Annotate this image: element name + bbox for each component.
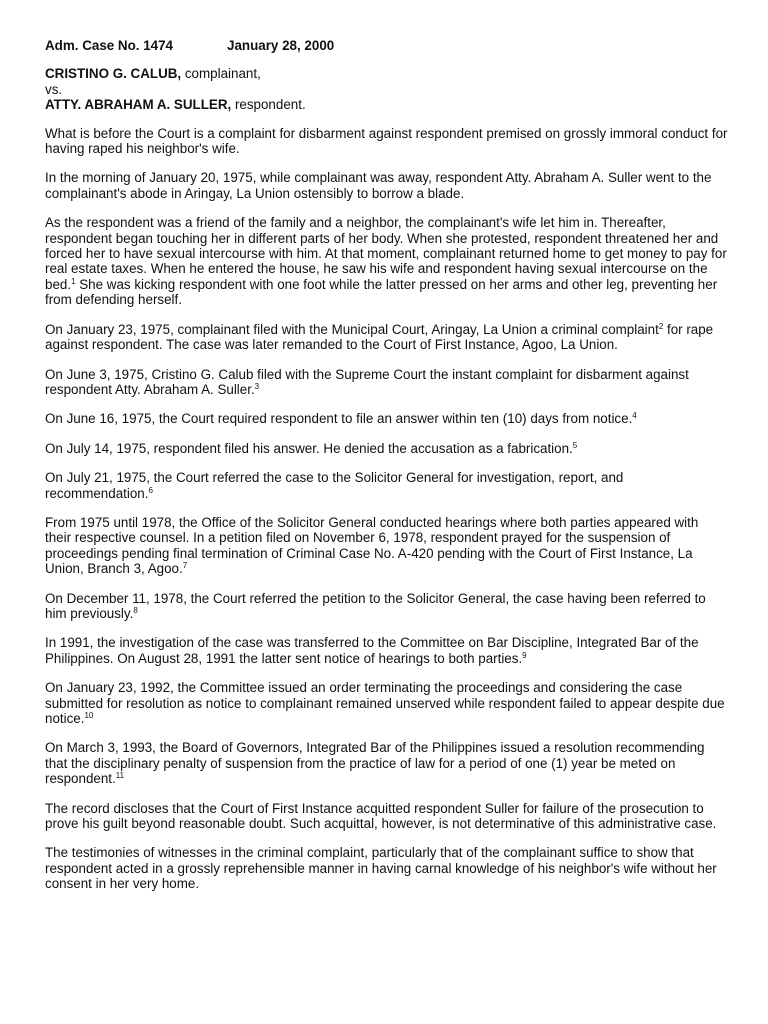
footnote-ref: 10 <box>84 711 94 720</box>
complainant-line <box>45 66 728 81</box>
complainant-name: CRISTINO G. CALUB, <box>45 66 182 82</box>
paragraph-text: In 1991, the investigation of the case was transferred to the Committee on Bar Discipline, Integrated Bar of the Philippines. On August 28, 1991 the latter sent notice of hearings to both parties. <box>45 635 699 666</box>
paragraph-text: The testimonies of witnesses in the criminal complaint, particularly that of the complainant suffice to show that respondent acted in a grossly reprehensible manner in having carnal knowledge of his neighbor's wife without her consent in her very home. <box>45 845 717 892</box>
paragraph-text: On July 14, 1975, respondent filed his answer. He denied the accusation as a fabrication. <box>45 440 573 456</box>
paragraph-text: On March 3, 1993, the Board of Governors, Integrated Bar of the Philippines issued a resolution recommending that the disciplinary penalty of suspension from the practice of law for a period of one (1) year be meted on respondent. <box>45 740 705 787</box>
paragraph-text: From 1975 until 1978, the Office of the Solicitor General conducted hearings where both parties appeared with their respective counsel. In a petition filed on November 6, 1978, respondent prayed for the suspension of proceedings pending final termination of Criminal Case No. A-420 pending with the Court of First Instance, La Union, Branch 3, Agoo. <box>45 514 699 577</box>
paragraph <box>45 441 728 456</box>
paragraph <box>45 215 728 307</box>
paragraph-text: On December 11, 1978, the Court referred the petition to the Solicitor General, the case having been referred to him previously. <box>45 590 706 621</box>
footnote-ref: 9 <box>522 650 527 660</box>
respondent-line <box>45 97 728 112</box>
case-number: Adm. Case No. 1474 <box>45 38 174 53</box>
footnote-ref: 8 <box>133 605 138 615</box>
paragraph <box>45 740 728 786</box>
paragraph <box>45 170 728 201</box>
paragraph-text: As the respondent was a friend of the family and a neighbor, the complainant's wife let him in. Thereafter, respondent began touching her in different parts of her body. When she protested, respondent threatened her and forced her to have sexual intercourse with him. At that moment, complainant returned home to get money to pay for real estate taxes. When he entered the house, he saw his wife and respondent having sexual intercourse on the bed. <box>45 215 727 292</box>
paragraph <box>45 411 728 426</box>
paragraph-text: She was kicking respondent with one foot while the latter pressed on her arms and other leg, preventing her from defending herself. <box>45 276 718 308</box>
paragraph-text: On July 21, 1975, the Court referred the case to the Solicitor General for investigation, report, and recommendation. <box>45 470 624 501</box>
paragraph <box>45 801 728 832</box>
paragraph <box>45 322 728 353</box>
paragraph-text: On January 23, 1975, complainant filed with the Municipal Court, Aringay, La Union a criminal complaint <box>45 321 659 337</box>
footnote-ref: 3 <box>254 381 260 391</box>
paragraph <box>45 680 728 726</box>
paragraph-text: On June 3, 1975, Cristino G. Calub filed with the Supreme Court the instant complaint for disbarment against respondent Atty. Abraham A. Suller. <box>45 366 689 397</box>
paragraph-text: The record discloses that the Court of First Instance acquitted respondent Suller for failure of the prosecution to prove his guilt beyond reasonable doubt. Such acquittal, however, is not determinative of this administrative case. <box>45 800 717 832</box>
respondent-role: respondent. <box>231 97 306 113</box>
respondent-name: ATTY. ABRAHAM A. SULLER, <box>45 97 232 113</box>
case-date: January 28, 2000 <box>227 38 335 53</box>
paragraph <box>45 845 728 891</box>
case-header <box>45 38 728 53</box>
footnote-ref: 1 <box>71 276 76 286</box>
paragraph-text: On January 23, 1992, the Committee issued an order terminating the proceedings and considering the case submitted for resolution as notice to complainant remained unserved while respondent failed to appear despite due notice. <box>45 680 725 726</box>
complainant-role: complainant, <box>181 66 261 82</box>
footnote-ref: 4 <box>632 411 637 421</box>
case-parties <box>45 66 728 112</box>
versus-line: vs. <box>45 81 63 97</box>
footnote-ref: 2 <box>658 321 664 331</box>
paragraph <box>45 591 728 622</box>
paragraph-text: In the morning of January 20, 1975, while complainant was away, respondent Atty. Abraham A. Suller went to the complainant's abode in Aringay, La Union ostensibly to borrow a blade. <box>45 170 712 201</box>
paragraph-text: On June 16, 1975, the Court required respondent to file an answer within ten (10) days from notice. <box>45 411 633 427</box>
paragraph <box>45 515 728 577</box>
paragraph-text: for rape against respondent. The case was later remanded to the Court of First Instance, Agoo, La Union. <box>45 321 714 353</box>
footnote-ref: 7 <box>182 561 188 571</box>
paragraph <box>45 126 728 157</box>
footnote-ref: 11 <box>115 771 125 781</box>
footnote-ref: 6 <box>148 485 153 495</box>
paragraph <box>45 470 728 501</box>
paragraph <box>45 367 728 398</box>
paragraph <box>45 635 728 666</box>
paragraph-text: What is before the Court is a complaint for disbarment against respondent premised on grossly immoral conduct for having raped his neighbor's wife. <box>45 125 728 157</box>
footnote-ref: 5 <box>572 440 578 450</box>
